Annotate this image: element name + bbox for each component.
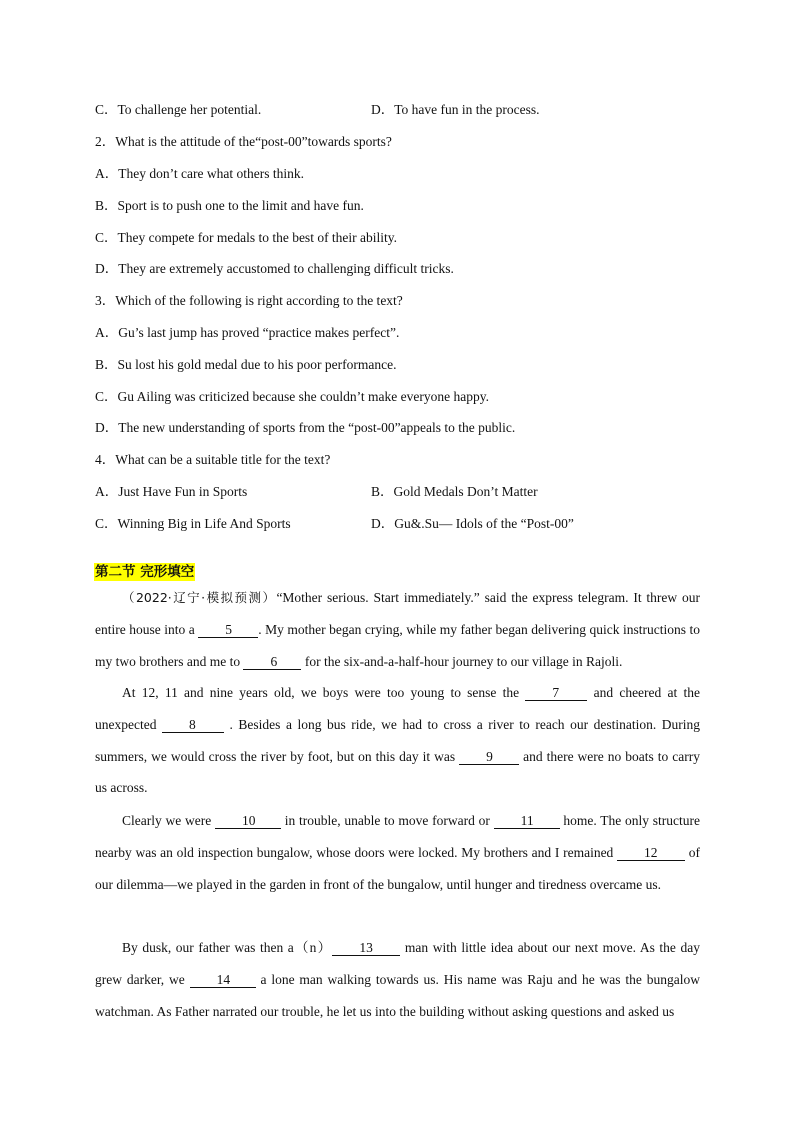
q2-stem: 2．What is the attitude of the“post-00”towards sports? <box>95 134 392 149</box>
blank-6: 6 <box>243 654 301 670</box>
q4-option-a: A．Just Have Fun in Sports <box>95 484 248 499</box>
text-run: of our dilemma—we played in the garden in front of the bungalow, until hunger and tiredness overcame us. <box>95 844 700 892</box>
blank-8: 8 <box>162 717 224 733</box>
q3-option-a: A．Gu’s last jump has proved “practice makes perfect”. <box>95 325 400 340</box>
blank-12: 12 <box>617 845 685 861</box>
blank-10: 10 <box>215 813 281 829</box>
q2-option-c: C．They compete for medals to the best of their ability. <box>95 230 398 245</box>
text-run: At 12, 11 and nine years old, we boys were too young to sense the <box>122 685 526 700</box>
text-run: . Besides a long bus ride, we had to cross a river to reach our destination. During summers, we would cross the river by foot, but on this day it was <box>95 716 701 764</box>
q4-option-d: D．Gu&.Su— Idols of the “Post-00” <box>371 516 574 531</box>
q1-option-d: D．To have fun in the process. <box>371 102 540 117</box>
source-tag: （2022·辽宁·模拟预测） <box>122 590 277 605</box>
text-run: . My mother began crying, while my father began delivering quick instructions to my two brothers and me to <box>95 621 700 669</box>
blank-7: 7 <box>525 685 587 701</box>
q2-option-a: A．They don’t care what others think. <box>95 166 304 181</box>
text-run: Clearly we were <box>122 813 215 828</box>
section-title: 第二节 完形填空 <box>95 564 195 580</box>
q2-option-d: D．They are extremely accustomed to challenging difficult tricks. <box>95 261 454 276</box>
q1-option-c: C．To challenge her potential. <box>95 102 262 117</box>
text-run: and cheered at the unexpected <box>95 685 700 732</box>
cloze-paragraph-2 <box>95 677 700 804</box>
q3-option-b: B．Su lost his gold medal due to his poor performance. <box>95 357 397 372</box>
q2-option-b: B．Sport is to push one to the limit and have fun. <box>95 198 364 213</box>
cloze-paragraph-3 <box>95 805 700 900</box>
blank-5: 5 <box>198 622 258 638</box>
text-run: By dusk, our father was then a（n） <box>122 940 333 955</box>
blank-14: 14 <box>190 972 256 988</box>
cloze-paragraph-1 <box>95 582 700 677</box>
q3-option-c: C．Gu Ailing was criticized because she couldn’t make everyone happy. <box>95 389 490 404</box>
q3-option-d: D．The new understanding of sports from the “post-00”appeals to the public. <box>95 420 516 435</box>
q4-stem: 4．What can be a suitable title for the text? <box>95 452 331 467</box>
q4-option-c: C．Winning Big in Life And Sports <box>95 516 291 531</box>
text-run: in trouble, unable to move forward or <box>280 813 494 828</box>
blank-9: 9 <box>459 749 519 765</box>
q3-stem: 3．Which of the following is right according to the text? <box>95 293 403 308</box>
text-run: home. The only structure nearby was an old inspection bungalow, whose doors were locked. My brothers and I remained <box>95 813 700 860</box>
text-run: a lone man walking towards us. His name was Raju and he was the bungalow watchman. As Father narrated our trouble, he let us into the building without asking questions and asked us <box>95 971 700 1019</box>
text-run: man with little idea about our next move. As the day grew darker, we <box>95 940 700 987</box>
text-run: for the six-and-a-half-hour journey to our village in Rajoli. <box>301 653 623 669</box>
text-run: “Mother serious. Start immediately.” said the express telegram. It threw our entire house into a <box>95 590 700 637</box>
blank-13: 13 <box>332 940 400 956</box>
blank-11: 11 <box>494 813 560 829</box>
q4-option-b: B．Gold Medals Don’t Matter <box>371 484 538 499</box>
text-run: and there were no boats to carry us across. <box>95 748 700 796</box>
cloze-paragraph-4 <box>95 932 700 1027</box>
